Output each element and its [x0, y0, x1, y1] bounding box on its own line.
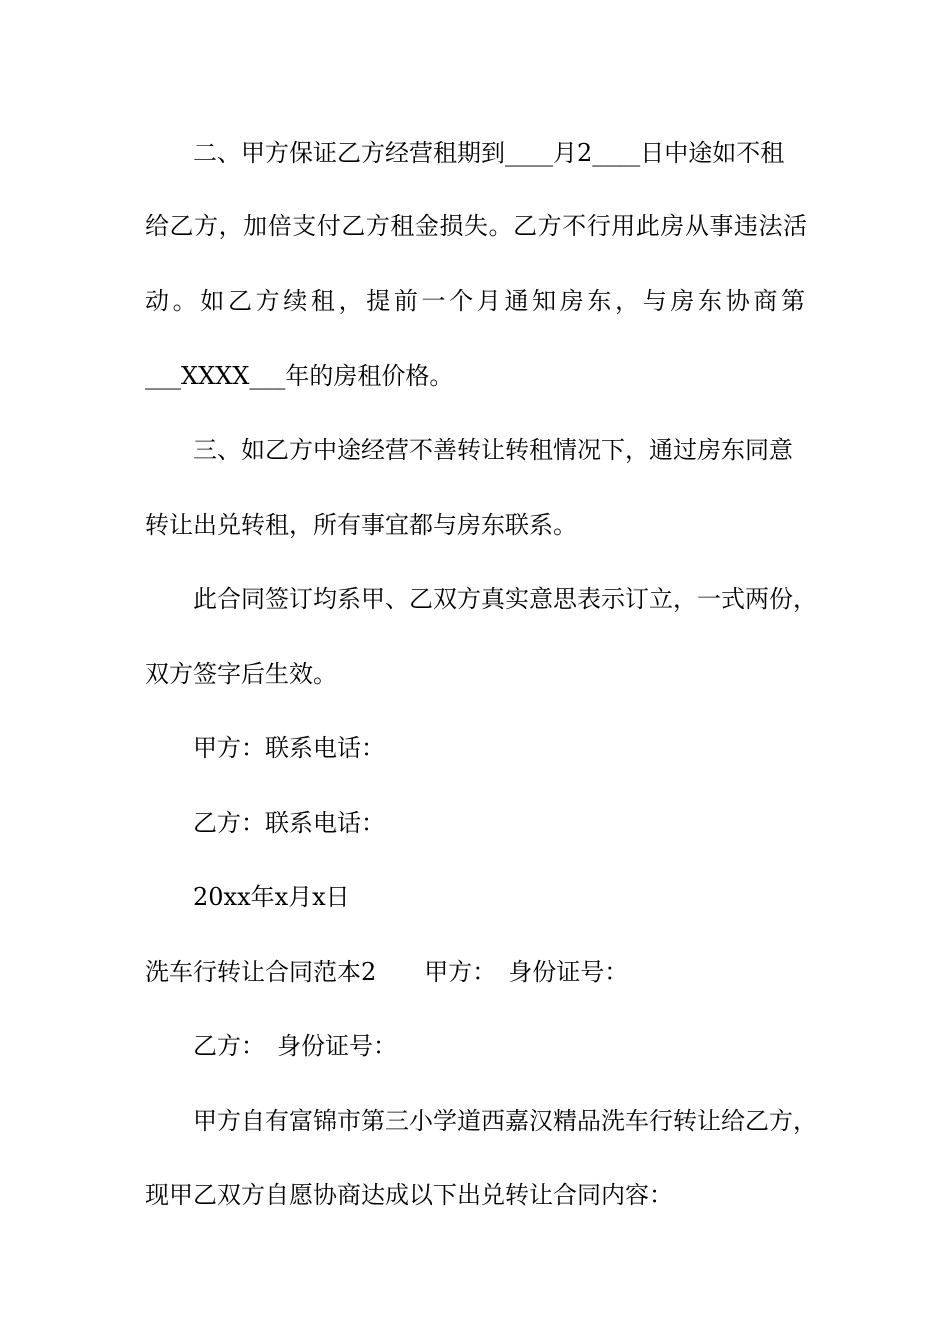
text-line: 现甲乙双方自愿协商达成以下出兑转让合同内容：	[145, 1181, 673, 1209]
text-line: 甲方自有富锦市第三小学道西嘉汉精品洗车行转让给乙方，	[193, 1107, 817, 1135]
text-line: 给乙方，加倍支付乙方租金损失。乙方不行用此房从事违法活	[145, 212, 807, 240]
text-line: 甲方：联系电话：	[193, 734, 385, 762]
text-line: 转让出兑转租，所有事宜都与房东联系。	[145, 511, 577, 539]
text-line: 动。如乙方续租，提前一个月通知房东，与房东协商第	[145, 287, 805, 315]
text-line: ___XXXX___年的房租价格。	[145, 362, 454, 390]
text-line: 二、甲方保证乙方经营租期到____月2____日中途如不租	[193, 139, 785, 167]
text-line: 双方签字后生效。	[145, 660, 337, 688]
text-line: 此合同签订均系甲、乙双方真实意思表示订立，一式两份，	[193, 585, 817, 613]
text-line: 洗车行转让合同范本2 甲方： 身份证号：	[145, 958, 629, 986]
text-line: 乙方：联系电话：	[193, 809, 385, 837]
text-line: 三、如乙方中途经营不善转让转租情况下，通过房东同意	[193, 436, 793, 464]
text-line: 20xx年x月x日	[193, 883, 350, 911]
text-line: 乙方： 身份证号：	[193, 1032, 397, 1060]
